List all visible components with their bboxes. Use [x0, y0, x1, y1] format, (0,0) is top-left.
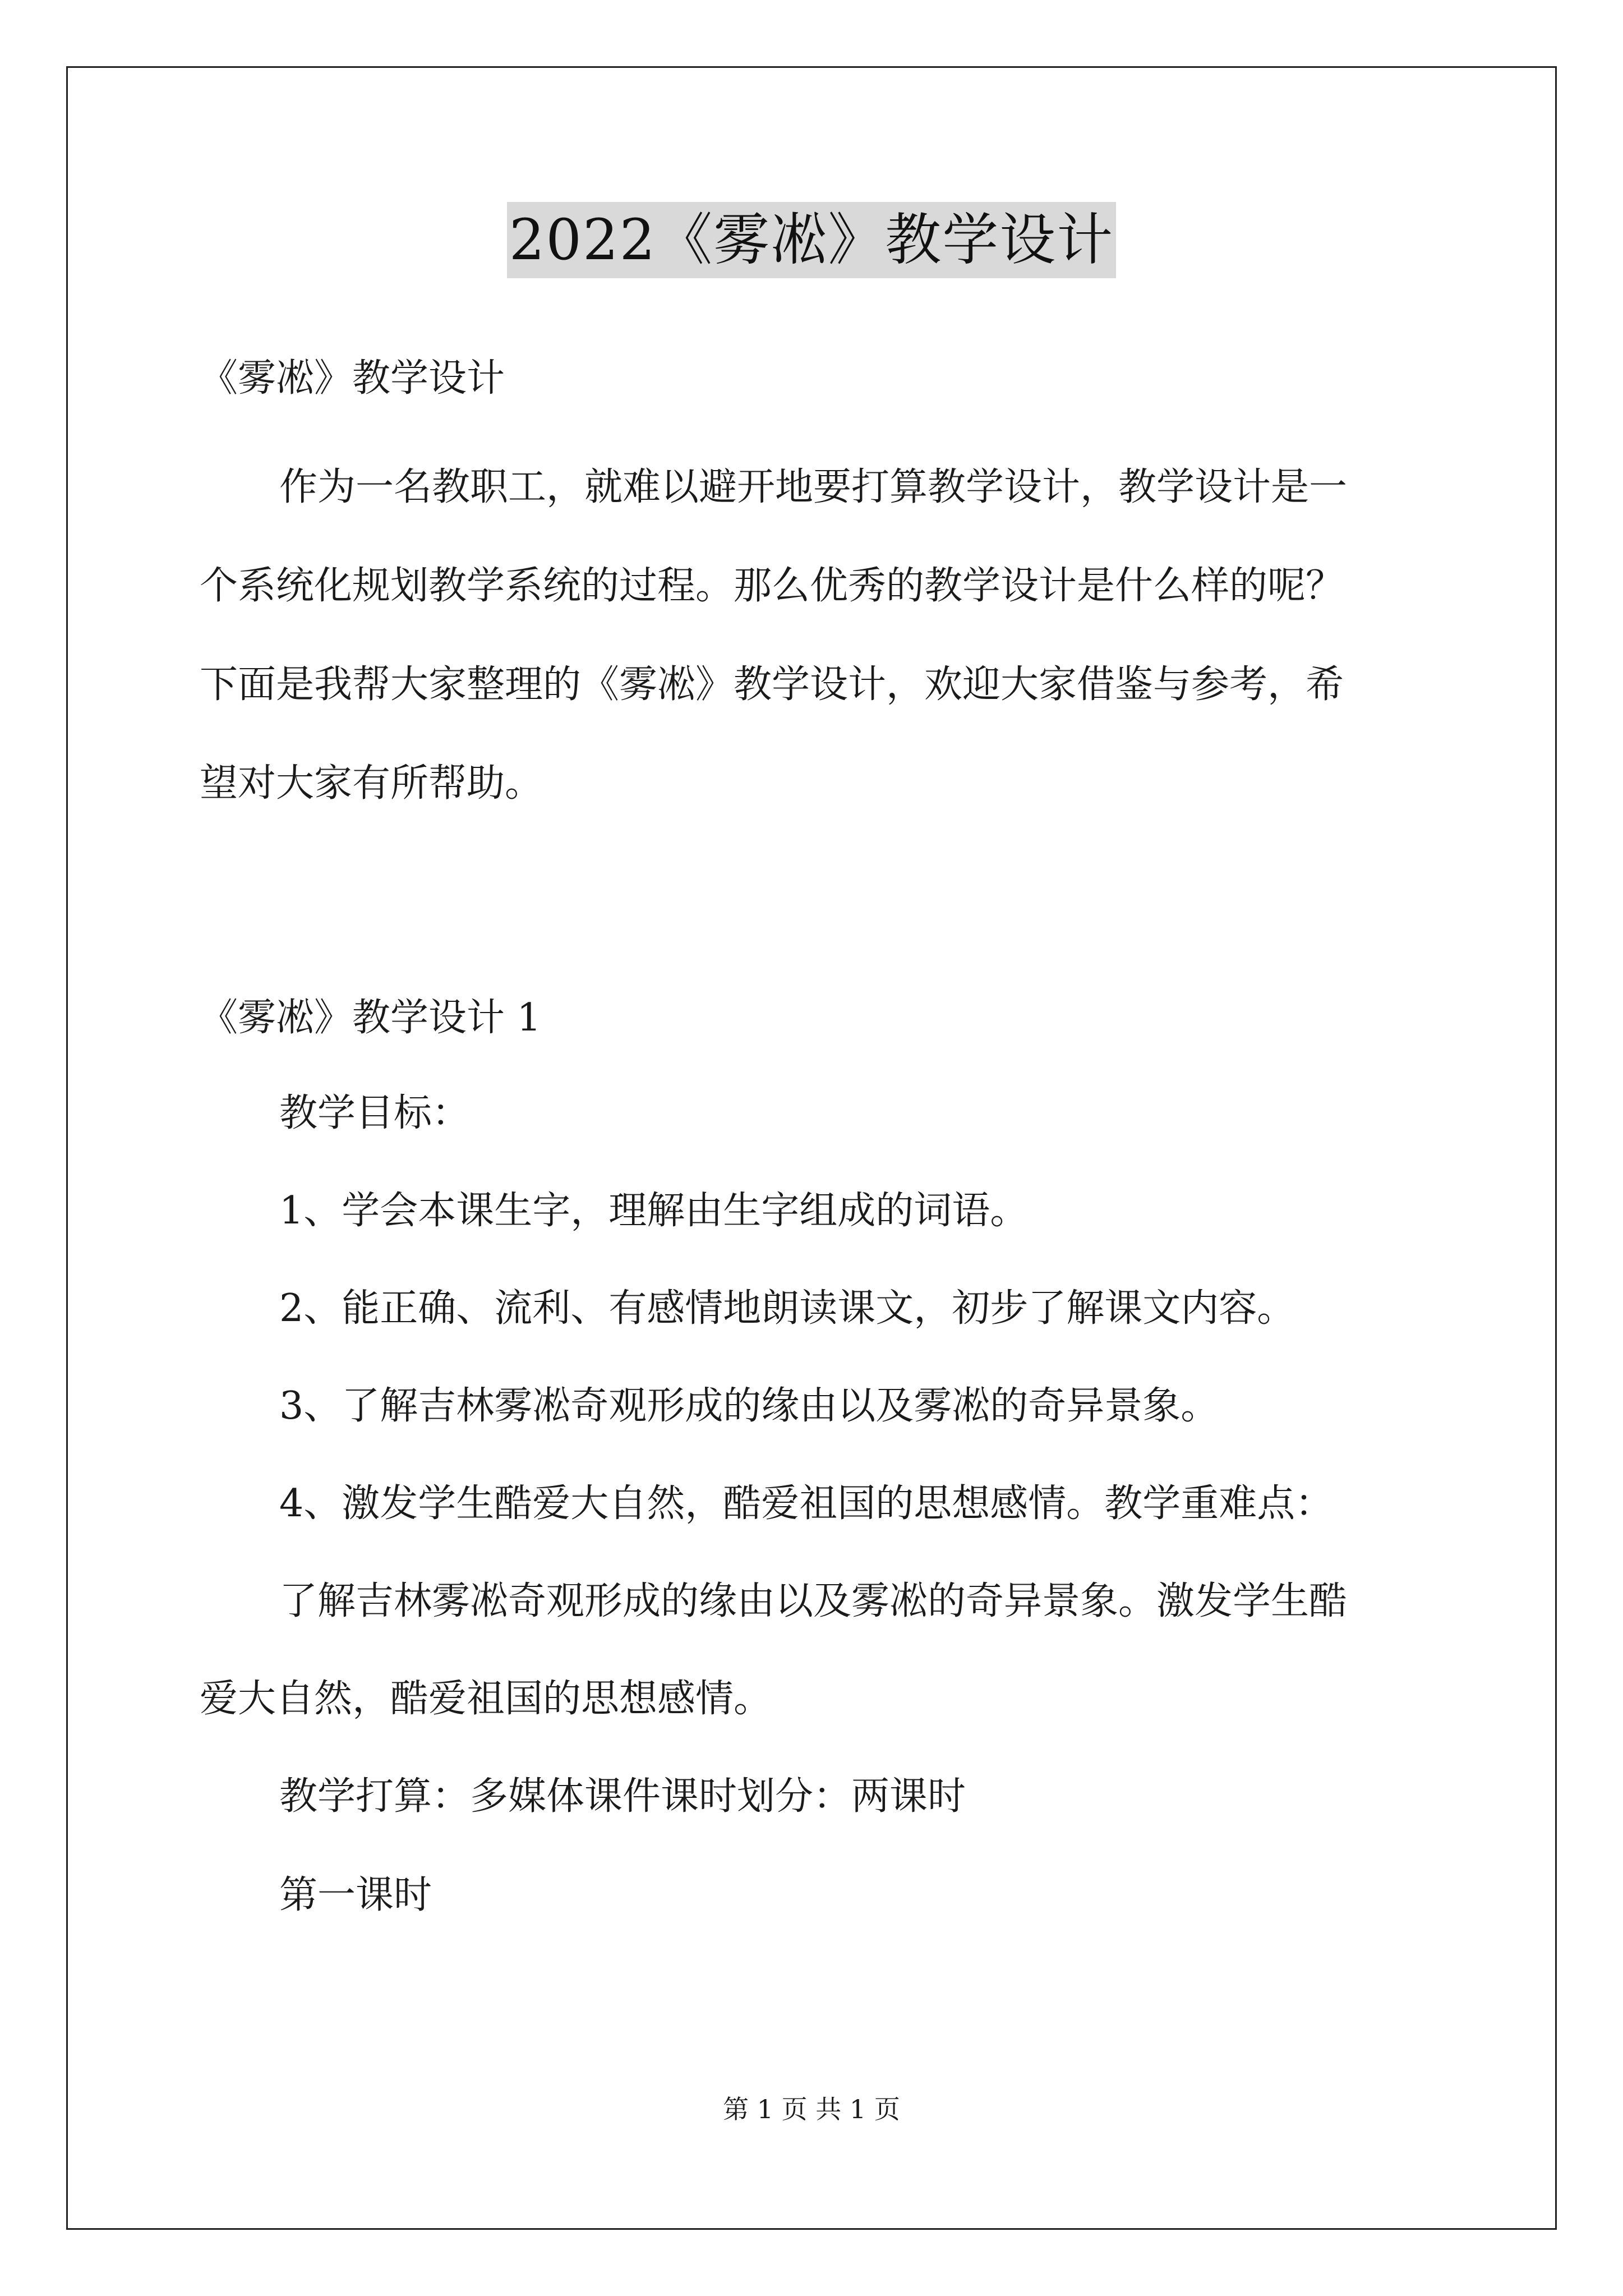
paragraph-line: 了解吉林雾凇奇观形成的缘由以及雾凇的奇异景象。激发学生酷 [279, 1579, 1348, 1623]
section-heading-design-1: 《雾凇》教学设计 1 [200, 996, 541, 1040]
paragraph-line: 个系统化规划教学系统的过程。那么优秀的教学设计是什么样的呢？ [200, 564, 1344, 608]
goal-item: 1、学会本课生字，理解由生字组成的词语。 [279, 1189, 1029, 1233]
title-container [0, 202, 1623, 278]
paragraph-line: 望对大家有所帮助。 [200, 761, 543, 806]
goal-item: 3、了解吉林雾凇奇观形成的缘由以及雾凇的奇异景象。 [279, 1384, 1219, 1428]
teaching-goals-label: 教学目标： [279, 1091, 471, 1135]
document-title: 2022《雾凇》教学设计 [507, 202, 1117, 278]
paragraph-line: 下面是我帮大家整理的《雾凇》教学设计，欢迎大家借鉴与参考，希 [200, 662, 1344, 707]
paragraph-line: 作为一名教职工，就难以避开地要打算教学设计，教学设计是一 [279, 465, 1348, 509]
goal-item: 4、激发学生酷爱大自然，酷爱祖国的思想感情。教学重难点： [279, 1481, 1334, 1526]
section-heading-intro: 《雾凇》教学设计 [200, 356, 505, 401]
paragraph-line: 爱大自然，酷爱祖国的思想感情。 [200, 1677, 772, 1721]
lesson-label: 第一课时 [279, 1873, 432, 1917]
preparation-line: 教学打算：多媒体课件课时划分：两课时 [279, 1774, 966, 1819]
goal-item: 2、能正确、流利、有感情地朗读课文，初步了解课文内容。 [279, 1286, 1295, 1331]
page-number: 第 1 页 共 1 页 [723, 2094, 900, 2124]
